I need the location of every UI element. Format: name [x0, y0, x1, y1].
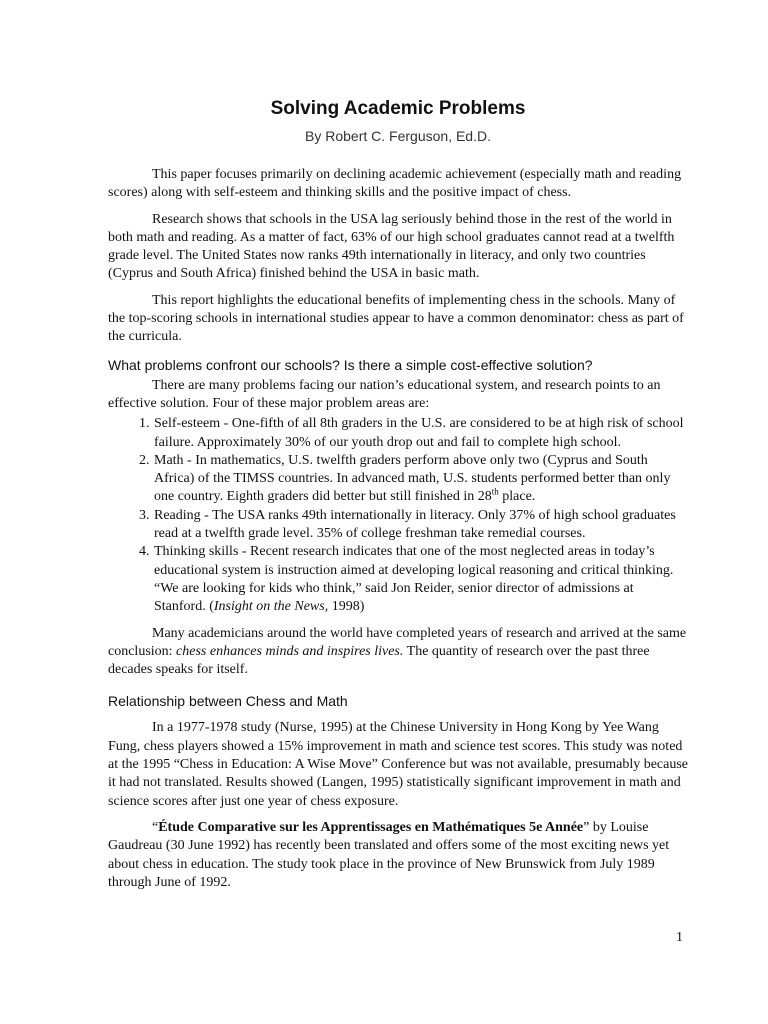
list-item-thinking-skills: [153, 543, 688, 616]
problems-lead-paragraph: There are many problems facing our nation’s educational system, and research points to an effective solution. Four of these major problem areas are:: [108, 377, 661, 411]
conclusion-text: Many academicians around the world have completed years of research and arrived at the same conclusion:: [108, 625, 687, 659]
conclusion-paragraph: [108, 625, 688, 680]
open-quote: “: [152, 819, 159, 835]
study-description: ” by Louise Gaudreau (30 June 1992) has recently been translated and offers some of the most exciting news yet about chess in education. The study took place in the province of New Brunswick from July 1989 through June of 1992.: [108, 819, 670, 890]
citation-source: Insight on the News,: [213, 599, 329, 615]
document-title: Solving Academic Problems: [270, 98, 526, 119]
list-item-reading: 3. Reading - The USA ranks 49th internationally in literacy. Only 37% of high school graduates read at a twelfth grade level. 35% of college freshman take remedial courses.: [153, 507, 688, 544]
conclusion-emphasis: chess enhances minds and inspires lives.: [176, 643, 404, 659]
thinking-text: Thinking skills - Recent research indicates that one of the most neglected areas in today’s educational system is instruction aimed at developing logical reasoning and critical thinking. “We are looking for kids who think,” said Jon Reider, senior director of admissions at Stanford. (: [154, 544, 674, 615]
author-byline: By Robert C. Ferguson, Ed.D.: [305, 128, 491, 144]
math-text: Math - In mathematics, U.S. twelfth graders perform above only two (Cyprus and South Africa) of the TIMSS countries. In advanced math, U.S. students performed better than only one country. Eighth graders did better but still finished in 28: [154, 452, 671, 505]
list-item-self-esteem: 1. Self-esteem - One-fifth of all 8th graders in the U.S. are considered to be at high risk of school failure. Approximately 30% of our youth drop out and fail to complete high school.: [153, 415, 688, 452]
intro-paragraph-3: This report highlights the educational benefits of implementing chess in the schools. Many of the top-scoring schools in international studies appear to have a common denominator: chess as part of the curricula.: [108, 292, 684, 345]
citation-year: 1998): [328, 599, 365, 615]
list-item-math: [153, 452, 688, 507]
section-heading-chess-math: Relationship between Chess and Math: [108, 693, 348, 710]
intro-paragraph-2: Research shows that schools in the USA lag seriously behind those in the rest of the world in both math and reading. As a matter of fact, 63% of our high school graduates cannot read at a twelfth grade level. The United States now ranks 49th internationally in literacy, and only two countries (Cyprus and South Africa) finished behind the USA in basic math.: [108, 211, 675, 282]
page-number: 1: [676, 930, 683, 945]
page-content: [108, 96, 688, 900]
gaudreau-study-paragraph: [108, 819, 688, 892]
hong-kong-study-paragraph: In a 1977-1978 study (Nurse, 1995) at the Chinese University in Hong Kong by Yee Wang Fung, chess players showed a 15% improvement in math and science test scores. This study was noted at the 1995 “Chess in Education: A Wise Move” Conference but was not available, presumably because it had not translated. Results showed (Langen, 1995) statistically significant improvement in math and science scores after just one year of chess exposure.: [108, 720, 689, 809]
conclusion-text-end: The quantity of research over the past three decades speaks for itself.: [108, 643, 650, 678]
problem-list: [108, 415, 688, 616]
section-heading-problems: What problems confront our schools? Is there a simple cost-effective solution?: [108, 356, 593, 373]
ordinal-suffix: th: [491, 486, 499, 497]
study-title: Étude Comparative sur les Apprentissages en Mathématiques 5e Année: [158, 819, 584, 835]
math-text-end: place.: [498, 489, 536, 505]
intro-paragraph-1: This paper focuses primarily on declining academic achievement (especially math and reading scores) along with self-esteem and thinking skills and the positive impact of chess.: [108, 167, 682, 201]
